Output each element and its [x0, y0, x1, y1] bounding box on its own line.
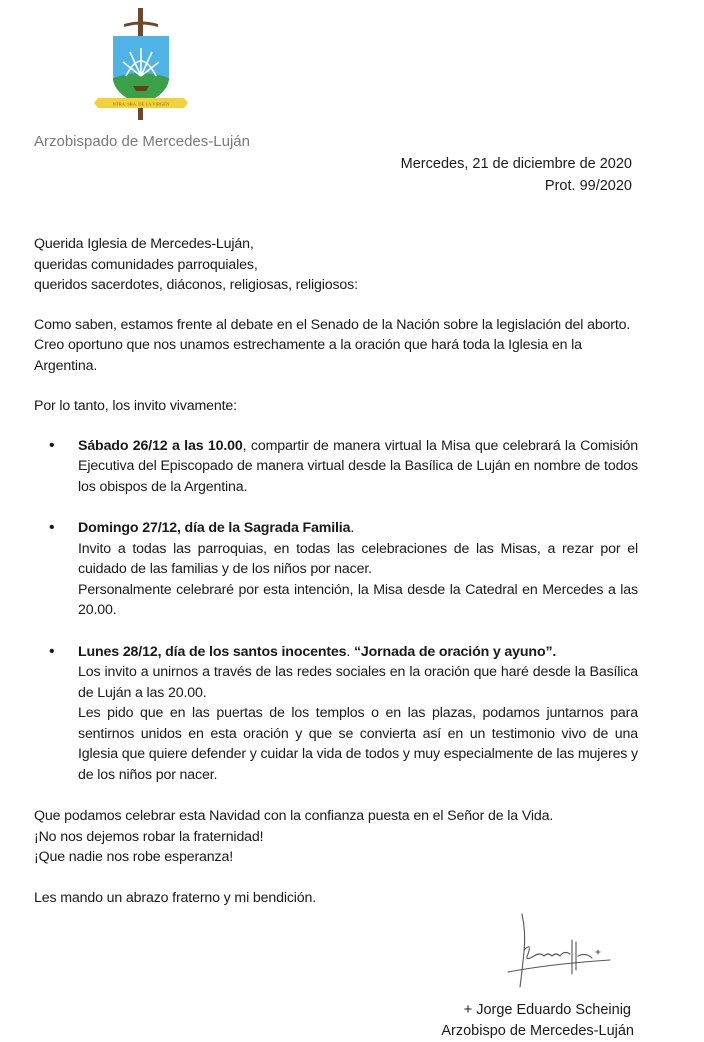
letter-header [0, 0, 704, 150]
event-text: , compartir de manera virtual la Misa que celebrará la Comisión Ejecutiva del Episcopado de manera virtual desde la Basílica de Luján en nombre de todos los obispos de la Argentina. [78, 437, 639, 495]
greeting [34, 234, 638, 296]
ribbon-text: NTRA. SRA. DE LA VIRGEN [112, 101, 170, 107]
signer-name: + Jorge Eduardo Scheinig [463, 1002, 631, 1018]
event-text: . [350, 520, 355, 536]
bullet-icon: • [49, 642, 55, 660]
signer-block [441, 1000, 634, 1042]
bullet-icon: • [49, 519, 55, 536]
archdiocese-logo [86, 6, 196, 124]
closing-line: ¡No nos dejemos robar la fraternidad! [34, 828, 264, 845]
closing-line: Que podamos celebrar esta Navidad con la confianza puesta en el Señor de la Vida. [34, 808, 554, 824]
intro-line: Creo oportuno que nos unamos estrechamente a la oración que hará toda la Iglesia en la Argentina. [34, 337, 582, 374]
handwritten-signature [500, 912, 630, 992]
signer-title: Arzobispo de Mercedes-Luján [441, 1023, 634, 1039]
list-item [34, 642, 638, 786]
greeting-line: queridos sacerdotes, diáconos, religiosas, religiosos: [34, 277, 358, 293]
date-block [0, 153, 632, 197]
place-date: Mercedes, 21 de diciembre de 2020 [400, 156, 632, 172]
event-text: . [346, 643, 354, 660]
list-item [34, 518, 638, 621]
event-date: Lunes 28/12, día de los santos inocentes [78, 643, 347, 660]
letter-body [34, 234, 638, 908]
invite-line: Por lo tanto, los invito vivamente: [34, 398, 237, 414]
intro-line: Como saben, estamos frente al debate en el Senado de la Nación sobre la legislación del aborto. [34, 316, 631, 333]
event-detail: Personalmente celebraré por esta intención, la Misa desde la Catedral en Mercedes a las 20.00. [78, 581, 638, 618]
intro-paragraph [34, 315, 638, 377]
closing-line: ¡Que nadie nos robe esperanza! [34, 849, 233, 865]
event-detail: Les pido que en las puertas de los templos o en las plazas, podamos juntarnos para sentirnos unidos en esta oración y que se convierta así en un testimonio vivo de una Iglesia que quiere defender y cuidar la vida de todos y muy especialmente de las mujeres y de los niños por nacer. [78, 705, 638, 783]
signature-area [0, 912, 704, 1042]
farewell-line: Les mando un abrazo fraterno y mi bendición. [34, 889, 317, 906]
event-title: “Jornada de oración y ayuno”. [353, 643, 557, 660]
event-date: Domingo 27/12, día de la Sagrada Familia [78, 520, 351, 536]
protocol-number: Prot. 99/2020 [544, 178, 632, 194]
bullet-icon: • [49, 436, 55, 454]
event-detail: Invito a todas las parroquias, en todas las celebraciones de las Misas, a rezar por el cuidado de las familias y de los niños por nacer. [78, 540, 638, 577]
organization-name: Arzobispado de Mercedes-Luján [34, 133, 250, 150]
closing-paragraph [34, 806, 638, 868]
greeting-line: queridas comunidades parroquiales, [34, 256, 258, 273]
event-detail: Los invito a unirnos a través de las redes sociales en la oración que haré desde la Basílica de Luján a las 20.00. [78, 664, 638, 701]
event-date: Sábado 26/12 a las 10.00 [78, 437, 243, 454]
greeting-line: Querida Iglesia de Mercedes-Luján, [34, 236, 254, 252]
list-item [34, 436, 638, 498]
event-list [34, 436, 638, 786]
